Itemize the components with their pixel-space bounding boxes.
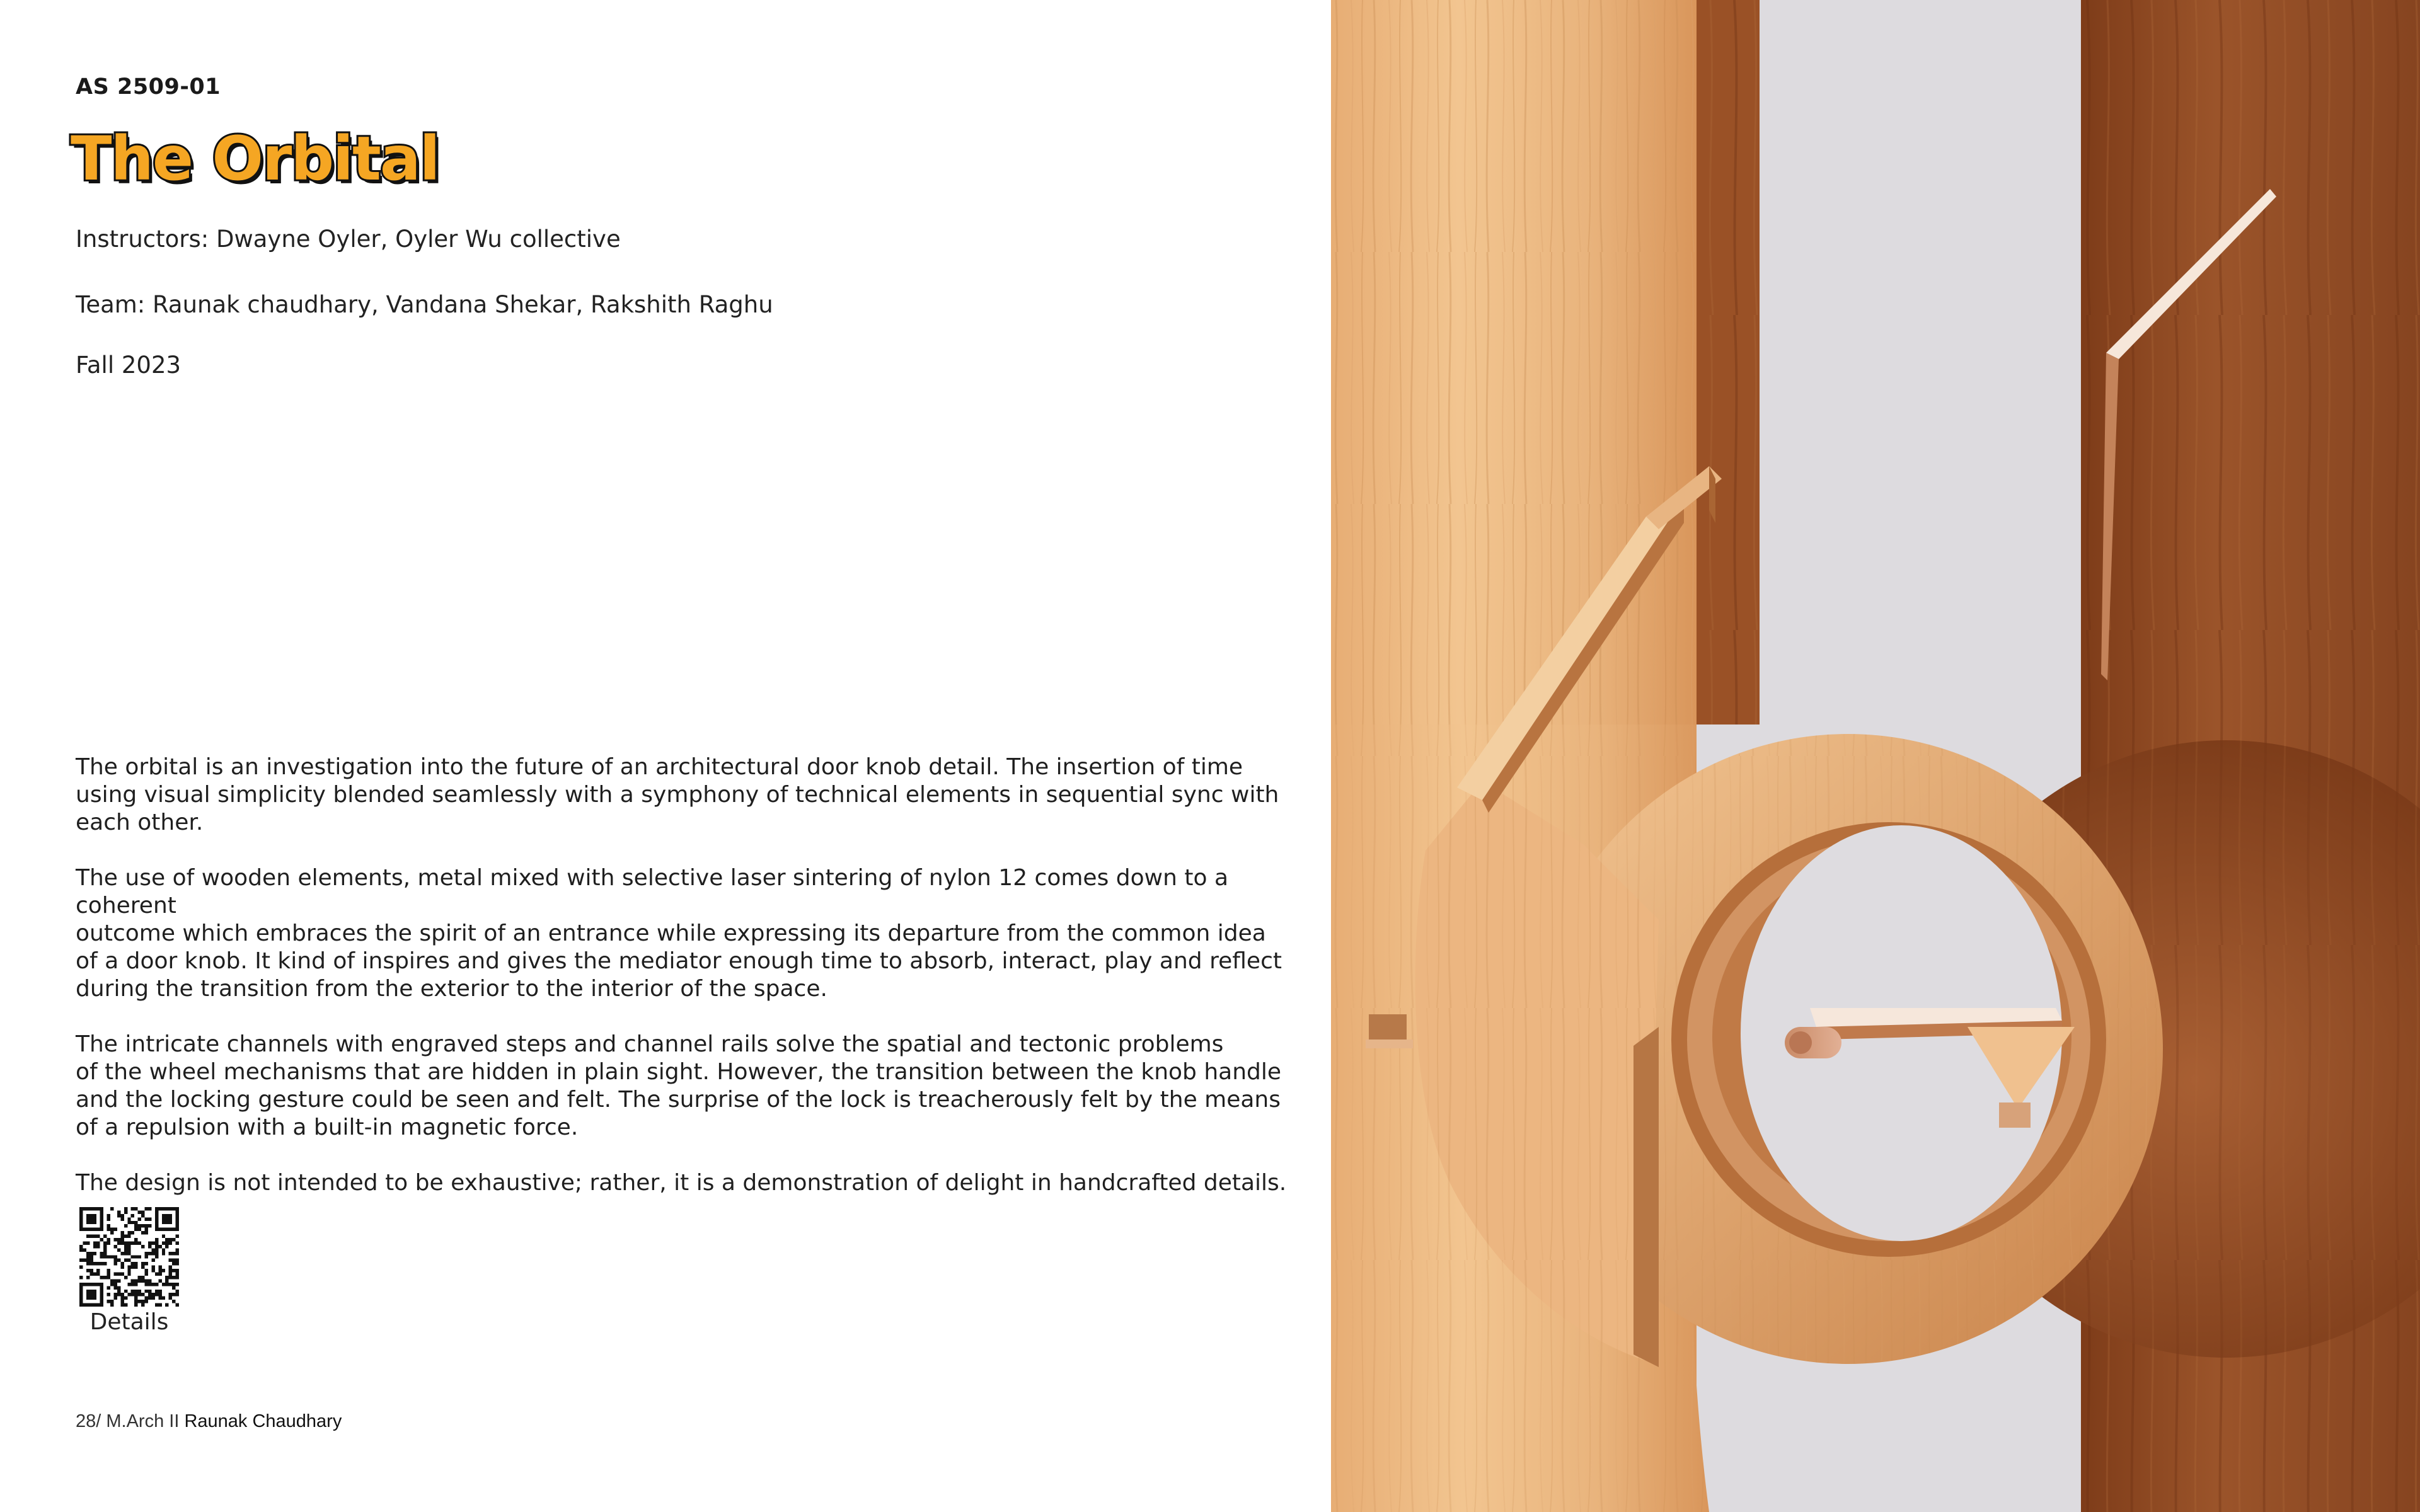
page-number: 28/ M.Arch II (76, 1411, 180, 1431)
author-name: Raunak Chaudhary (184, 1411, 342, 1431)
team-line: Team: Raunak chaudhary, Vandana Shekar, Rakshith Raghu (76, 291, 773, 318)
page-footer (76, 1411, 342, 1432)
qr-details-label[interactable]: Details (89, 1309, 169, 1335)
course-code: AS 2509-01 (76, 74, 221, 100)
term-line: Fall 2023 (76, 352, 182, 379)
description-paragraph-4: The design is not intended to be exhaustive; rather, it is a demonstration of delight in handcrafted details. (76, 1170, 1287, 1196)
instructors-line: Instructors: Dwayne Oyler, Oyler Wu collective (76, 226, 621, 253)
door-knob-render (1331, 0, 2420, 1512)
description-paragraph-2: The use of wooden elements, metal mixed with selective laser sintering of nylon 12 comes down to a coherent outcome which embraces the spirit of an entrance while expressing its departure from the common idea of a door knob. It kind of inspires and gives the mediator enough time to absorb, interact, play and reflect during the transition from the exterior to the interior of the space. (76, 865, 1282, 1002)
description-paragraph-1: The orbital is an investigation into the future of an architectural door knob detail. The insertion of time using visual simplicity blended seamlessly with a symphony of technical elements in sequential sync with each other. (76, 754, 1279, 835)
project-title: The Orbital (71, 123, 439, 194)
project-description (76, 753, 1336, 1225)
description-paragraph-3: The intricate channels with engraved steps and channel rails solve the spatial and tectonic problems of the wheel mechanisms that are hidden in plain sight. However, the transition between the knob handle and the locking gesture could be seen and felt. The surprise of the lock is treacherously felt by the means of a repulsion with a built-in magnetic force. (76, 1031, 1282, 1140)
qr-code-icon[interactable] (79, 1207, 179, 1307)
